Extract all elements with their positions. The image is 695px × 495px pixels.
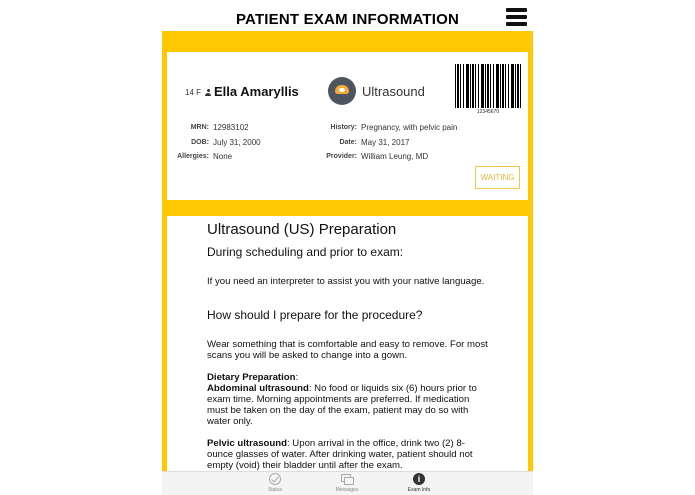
preparation-card[interactable] bbox=[167, 216, 528, 471]
dietary-heading bbox=[207, 372, 489, 383]
pelvic-text bbox=[207, 438, 489, 471]
abdominal-body: : No food or liquids six (6) hours prior to exam time. Morning appointments are preferred. If medication must be taken on the day of the exam, patient may do so with water only. bbox=[207, 383, 477, 427]
age-sex: 14 F bbox=[185, 88, 202, 97]
barcode-number: 12345670 bbox=[476, 109, 500, 115]
preparation-content bbox=[207, 221, 489, 471]
tab-exam-info[interactable] bbox=[389, 473, 449, 495]
dietary-colon: : bbox=[295, 372, 299, 383]
patient-card bbox=[167, 52, 528, 200]
clothing-text: Wear something that is comfortable and easy to remove. For most scans you will be asked to change into a gown. bbox=[207, 339, 488, 361]
dob-value: July 31, 2000 bbox=[213, 138, 261, 147]
allergies-value: None bbox=[213, 152, 233, 161]
hamburger-menu-icon[interactable] bbox=[506, 5, 527, 25]
tab-bar bbox=[162, 471, 533, 495]
tab-messages-label: Messages bbox=[335, 487, 359, 493]
check-circle-icon bbox=[269, 473, 281, 485]
mrn-value: 12983102 bbox=[213, 123, 249, 132]
status-button[interactable]: WAITING bbox=[475, 166, 520, 189]
provider-value: William Leung, MD bbox=[361, 152, 429, 161]
preparation-subtitle-scheduling: During scheduling and prior to exam: bbox=[207, 245, 404, 259]
info-icon: i bbox=[413, 473, 425, 485]
person-icon bbox=[205, 89, 211, 96]
abdominal-title: Abdominal ultrasound bbox=[207, 383, 309, 394]
mrn-label: MRN: bbox=[190, 124, 209, 131]
pelvic-title: Pelvic ultrasound bbox=[207, 438, 287, 449]
messages-icon bbox=[341, 473, 353, 485]
tab-exam-info-label: Exam Info bbox=[407, 487, 431, 493]
patient-demographics bbox=[185, 88, 211, 97]
page-title: PATIENT EXAM INFORMATION bbox=[235, 11, 460, 28]
dietary-title: Dietary Preparation bbox=[207, 372, 296, 383]
date-value: May 31, 2017 bbox=[361, 138, 410, 147]
ultrasound-logo-icon bbox=[328, 77, 356, 105]
modality-label: Ultrasound bbox=[362, 84, 425, 99]
dob-label: DOB: bbox=[191, 139, 209, 146]
provider-label: Provider: bbox=[326, 153, 357, 160]
allergies-label: Allergies: bbox=[177, 153, 209, 160]
preparation-subtitle-procedure: How should I prepare for the procedure? bbox=[207, 308, 423, 322]
interpreter-text: If you need an interpreter to assist you with your native language. bbox=[207, 276, 485, 287]
history-label: History: bbox=[330, 124, 357, 131]
date-label: Date: bbox=[339, 139, 357, 146]
barcode-icon bbox=[455, 64, 521, 108]
tab-messages[interactable] bbox=[317, 473, 377, 495]
tab-status[interactable] bbox=[245, 473, 305, 495]
history-value: Pregnancy, with pelvic pain bbox=[361, 123, 458, 132]
preparation-title: Ultrasound (US) Preparation bbox=[207, 221, 397, 238]
abdominal-text bbox=[207, 383, 489, 427]
tab-status-label: Status bbox=[267, 487, 283, 493]
pelvic-body: : Upon arrival in the office, drink two (2) 8-ounce glasses of water. After drinking water, patient should not empty (void) their bladder until after the exam. bbox=[207, 438, 473, 471]
patient-name: Ella Amaryllis bbox=[214, 84, 299, 99]
